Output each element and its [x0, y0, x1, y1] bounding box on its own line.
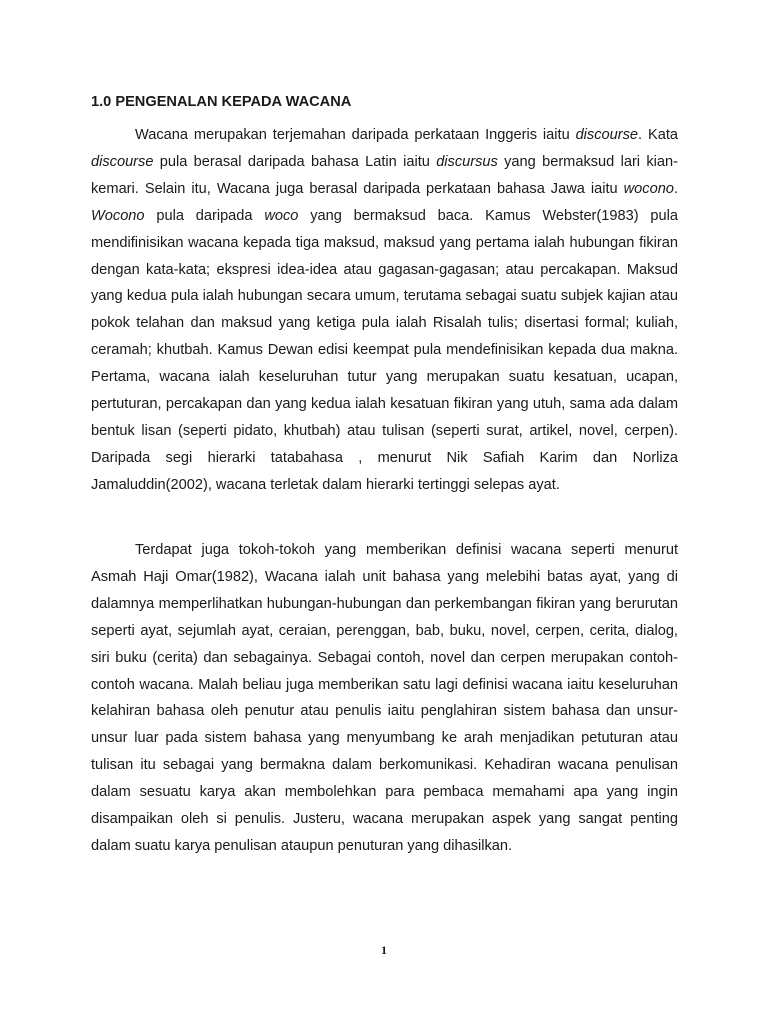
paragraph-1-segment: Wacana merupakan terjemahan daripada perkataan Inggeris iaitu	[135, 127, 576, 143]
paragraph-1-segment: Wocono	[91, 207, 145, 224]
paragraph-2	[91, 537, 678, 860]
paragraph-1-segment: yang bermaksud baca. Kamus Webster(1983) pula mendifinisikan wacana kepada tiga maksud, maksud yang pertama ialah hubungan fikiran dengan kata-kata; ekspresi idea-idea atau gagasan-gagasan; atau percakapan. Maksud yang kedua pula ialah hubungan secara umum, terutama sebagai suatu subjek kajian atau pokok telahan dan maksud yang ketiga pula ialah Risalah tulis; disertasi formal; kuliah, ceramah; khutbah. Kamus Dewan edisi keempat pula mendefinisikan kepada dua makna. Pertama, wacana ialah keseluruhan tutur yang merupakan suatu kesatuan, ucapan, pertuturan, percakapan dan yang kedua ialah kesatuan fikiran yang utuh, sama ada dalam bentuk lisan (seperti pidato, khutbah) atau tulisan (seperti surat, artikel, novel, cerpen). Daripada segi hierarki tatabahasa , menurut Nik Safiah Karim dan Norliza Jamaluddin(2002), wacana terletak dalam hierarki tertinggi selepas ayat.	[91, 207, 678, 493]
paragraph-1-segment: discourse	[91, 153, 154, 170]
paragraph-1-segment: . Kata	[638, 127, 678, 143]
paragraph-1-segment: discursus	[436, 153, 498, 170]
paragraph-1-segment: discourse	[575, 127, 639, 143]
paragraph-1-segment: pula berasal daripada bahasa Latin iaitu	[153, 153, 437, 170]
page-number: 1	[381, 943, 387, 957]
paragraph-1	[91, 122, 678, 499]
paragraph-1-segment: woco	[264, 207, 299, 224]
paragraph-1-segment: pula daripada	[144, 207, 265, 224]
paragraph-1-segment: wocono	[623, 180, 674, 197]
paragraph-1-segment: .	[673, 180, 678, 197]
section-heading: 1.0 PENGENALAN KEPADA WACANA	[91, 94, 352, 110]
paragraph-1-segment: yang bermaksud lari kian-kemari. Selain itu, Wacana juga berasal daripada perkataan bahasa Jawa iaitu	[91, 153, 678, 197]
paragraph-2-segment: Terdapat juga tokoh-tokoh yang memberikan definisi wacana seperti menurut Asmah Haji Omar(1982), Wacana ialah unit bahasa yang melebihi batas ayat, yang di dalamnya memperlihatkan hubungan-hubungan dan perkembangan fikiran yang berurutan seperti ayat, sejumlah ayat, ceraian, perenggan, bab, buku, novel, cerpen, cerita, dialog, siri buku (cerita) dan sebagainya. Sebagai contoh, novel dan cerpen merupakan contoh-contoh wacana. Malah beliau juga memberikan satu lagi definisi wacana iaitu keseluruhan kelahiran bahasa oleh penutur atau penulis iaitu penglahiran sistem bahasa dan unsur-unsur luar pada sistem bahasa yang menyumbang ke arah menjadikan petuturan atau tulisan itu sebagai yang bermakna dalam berkomunikasi. Kehadiran wacana penulisan dalam sesuatu karya akan membolehkan para pembaca memahami apa yang ingin disampaikan oleh si penulis. Justeru, wacana merupakan aspek yang sangat penting dalam suatu karya penulisan ataupun penuturan yang dihasilkan.	[91, 542, 678, 854]
